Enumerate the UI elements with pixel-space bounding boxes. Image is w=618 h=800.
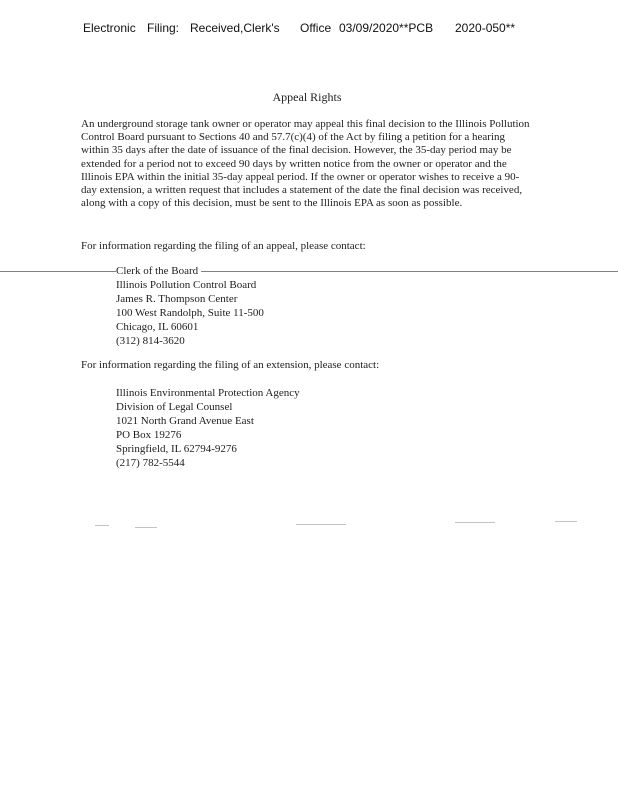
header-word-office: Office: [300, 21, 332, 35]
scan-speck: [296, 524, 346, 525]
header-word-received: Received,Clerk's: [190, 21, 280, 35]
extension-contact-line: Illinois Environmental Protection Agency: [116, 387, 300, 399]
header-date-pcb: 03/09/2020**PCB: [339, 21, 434, 35]
header-case-number: 2020-050**: [455, 21, 516, 35]
extension-contact-line: Springfield, IL 62794-9276: [116, 443, 237, 455]
appeal-contact-line: 100 West Randolph, Suite 11-500: [116, 307, 264, 319]
horizontal-rule: [0, 271, 618, 272]
header-word-filing: Filing:: [147, 21, 180, 35]
appeal-contact-line: Illinois Pollution Control Board: [116, 279, 257, 291]
page-title-text: Appeal Rights: [272, 90, 342, 104]
appeal-contact-line: (312) 814-3620: [116, 335, 185, 347]
extension-contact-intro: For information regarding the filing of an extension, please contact:: [81, 359, 380, 371]
extension-contact-line: 1021 North Grand Avenue East: [116, 415, 254, 427]
scan-speck: [555, 521, 577, 522]
filing-stamp-header: [0, 21, 618, 37]
appeal-contact-address: [116, 264, 264, 348]
appeal-rights-paragraph: An underground storage tank owner or operator may appeal this final decision to the Illinois Pollution Control Board pursuant to Sections 40 and 57.7(c)(4) of the Act by filing a petition for a hearing within 35 days after the date of issuance of the final decision. However, the 35-day period may be extended for a period not to exceed 90 days by written notice from the owner or operator and the Illinois EPA within the initial 35-day appeal period. If the owner or operator wishes to receive a 90-day extension, a written request that includes a statement of the date the final decision was received, along with a copy of this decision, must be sent to the Illinois EPA as soon as possible.: [81, 118, 530, 210]
extension-contact-line: (217) 782-5544: [116, 457, 185, 469]
scan-speck: [135, 527, 157, 528]
header-word-electronic: Electronic: [83, 21, 136, 35]
extension-contact-address: [116, 386, 300, 470]
page-title: [0, 90, 618, 105]
extension-contact-line: Division of Legal Counsel: [116, 401, 233, 413]
scan-speck: [455, 522, 495, 523]
extension-contact-line: PO Box 19276: [116, 429, 182, 441]
appeal-contact-line: Chicago, IL 60601: [116, 321, 199, 333]
scan-speck: [95, 525, 109, 526]
appeal-contact-line: James R. Thompson Center: [116, 293, 238, 305]
appeal-contact-line: Clerk of the Board: [116, 264, 264, 278]
appeal-contact-intro: For information regarding the filing of an appeal, please contact:: [81, 240, 366, 252]
